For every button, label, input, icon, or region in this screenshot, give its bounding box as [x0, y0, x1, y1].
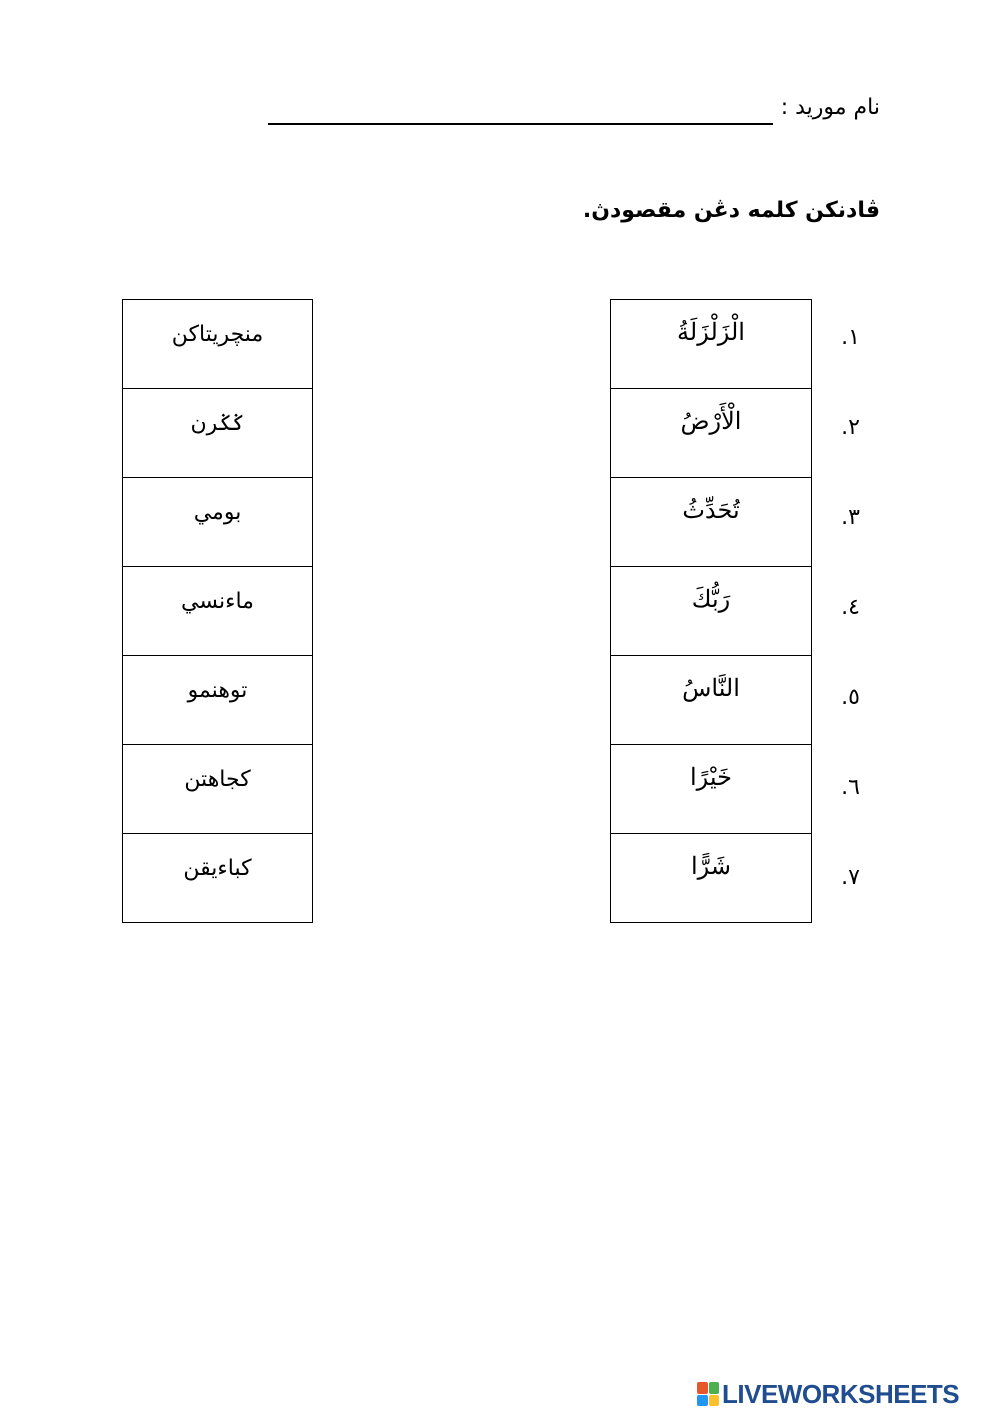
- item-number: ٧.: [841, 865, 860, 890]
- meaning-box[interactable]: منچريتاکن: [123, 300, 312, 389]
- arabic-word-box[interactable]: الْأَرْضُ: [611, 389, 811, 478]
- item-number: ٥.: [841, 685, 860, 710]
- arabic-word-box[interactable]: الْزَلْزَلَةُ: [611, 300, 811, 389]
- arabic-words-column: [610, 299, 812, 923]
- meaning-box[interactable]: ماءنسي: [123, 567, 312, 656]
- item-number: ٢.: [841, 415, 860, 440]
- instruction-text: ڤادنکن کلمه دڠن مقصودڽ.: [582, 198, 880, 223]
- liveworksheets-logo: [697, 1380, 992, 1408]
- arabic-word-box[interactable]: النَّاسُ: [611, 656, 811, 745]
- item-numbers: [820, 299, 860, 929]
- arabic-word-box[interactable]: خَيْرًا: [611, 745, 811, 834]
- student-name-label: نام مورید :: [780, 95, 880, 120]
- student-name-blank[interactable]: [268, 95, 773, 125]
- arabic-word-box[interactable]: تُحَدِّثُ: [611, 478, 811, 567]
- item-number: ٦.: [841, 775, 860, 800]
- meaning-box[interactable]: کباءيقن: [123, 834, 312, 923]
- student-name-field: [255, 95, 880, 135]
- meanings-column: [122, 299, 313, 923]
- arabic-word-box[interactable]: شَرًّا: [611, 834, 811, 923]
- liveworksheets-icon: [697, 1382, 719, 1406]
- meaning-box[interactable]: ݢݢرن: [123, 389, 312, 478]
- item-number: ٤.: [841, 595, 860, 620]
- meaning-box[interactable]: توهنمو: [123, 656, 312, 745]
- brand-text: LIVEWORKSHEETS: [722, 1378, 960, 1409]
- meaning-box[interactable]: کجاهتن: [123, 745, 312, 834]
- arabic-word-box[interactable]: رَبُّكَ: [611, 567, 811, 656]
- meaning-box[interactable]: بومي: [123, 478, 312, 567]
- item-number: ١.: [841, 325, 860, 350]
- item-number: ٣.: [841, 505, 860, 530]
